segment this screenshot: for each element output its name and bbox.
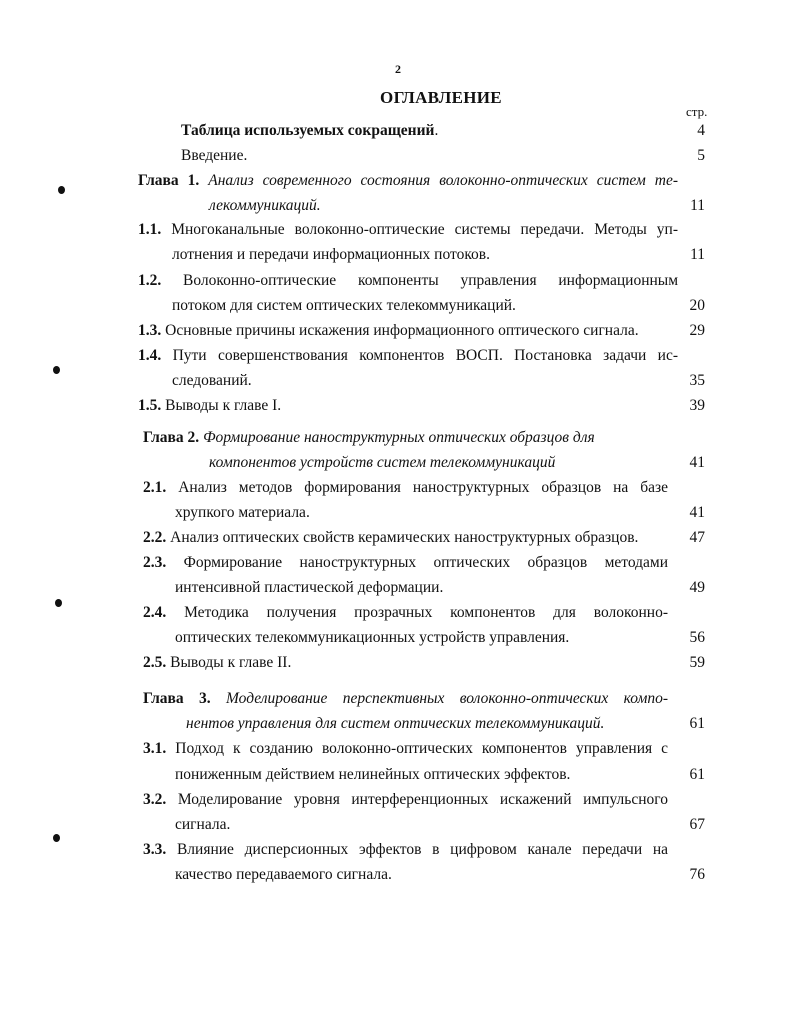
toc-number: Глава 2. [143, 429, 200, 446]
toc-label-line2: потоком для систем оптических телекоммуникаций. [172, 297, 516, 314]
page-title: ОГЛАВЛЕНИЕ [380, 88, 502, 107]
toc-number: 2.1. [143, 479, 167, 496]
toc-number: 3.2. [143, 791, 167, 808]
toc-label-line1: Моделирование перспективных волоконно-оптических компо- [225, 690, 669, 707]
toc-label-line1: Формирование наноструктурных оптических образцов для [203, 429, 595, 446]
toc-label-line2: пониженным действием нелинейных оптических эффектов. [175, 766, 571, 783]
toc-page: 29 [689, 322, 705, 339]
toc-page: 35 [689, 372, 705, 389]
toc-label-line1: Анализ методов формирования наноструктурных образцов на базе [178, 479, 668, 496]
toc-number: 2.3. [143, 554, 167, 571]
toc-label: Введение. [181, 147, 248, 164]
toc-number: Глава 3. [143, 690, 211, 707]
toc-number: 1.5. [138, 397, 162, 414]
page-number: 2 [395, 62, 401, 76]
toc-label-line1: Методика получения прозрачных компонентов для волоконно- [184, 604, 668, 621]
toc-label-line2: нентов управления для систем оптических телекоммуникаций. [186, 715, 605, 732]
toc-label-line1: Анализ современного состояния волоконно-оптических систем те- [208, 172, 678, 189]
toc-page: 56 [689, 629, 705, 646]
toc-label-line1: Подход к созданию волоконно-оптических компонентов управления с [175, 740, 669, 757]
toc-label: Таблица используемых сокращений [181, 122, 435, 139]
toc-label-line1: Влияние дисперсионных эффектов в цифровом канале передачи на [176, 841, 669, 858]
toc-page: 61 [689, 766, 705, 783]
toc-page: 49 [689, 579, 705, 596]
toc-label-line2: следований. [172, 372, 252, 389]
toc-label-line2: компонентов устройств систем телекоммуникаций [209, 454, 556, 471]
toc-label-line1: Многоканальные волоконно-оптические системы передачи. Методы уп- [171, 221, 679, 238]
toc-label-line2: сигнала. [175, 816, 231, 833]
toc-page: 11 [690, 246, 705, 263]
toc-label-line2: качество передаваемого сигнала. [175, 866, 392, 883]
toc-page: 61 [689, 715, 705, 732]
toc-number: 2.5. [143, 654, 167, 671]
toc-label-line1: Выводы к главе I. [165, 397, 282, 414]
toc-label-line2: оптических телекоммуникационных устройств управления. [175, 629, 570, 646]
toc-page: 4 [697, 122, 705, 139]
toc-number: 2.2. [143, 529, 167, 546]
toc-number: 3.1. [143, 740, 167, 757]
toc-label-line1: Формирование наноструктурных оптических образцов методами [183, 554, 668, 571]
toc-number: 2.4. [143, 604, 167, 621]
toc-number: 1.1. [138, 221, 162, 238]
toc-number: 1.3. [138, 322, 162, 339]
toc-label-line2: лекоммуникаций. [209, 197, 321, 214]
toc-label-line1: Пути совершенствования компонентов ВОСП. Постановка задачи ис- [172, 347, 679, 364]
toc-page: 41 [689, 504, 705, 521]
toc-number: 1.4. [138, 347, 162, 364]
punch-hole-mark-3 [55, 599, 62, 607]
toc-label-line1: Основные причины искажения информационного оптического сигнала. [165, 322, 639, 339]
toc-label-dot: . [434, 122, 439, 139]
pages-column-header: стр. [686, 104, 708, 119]
toc-label-line2: лотнения и передачи информационных потоков. [172, 246, 490, 263]
toc-page: 59 [689, 654, 705, 671]
punch-hole-mark-4 [53, 834, 60, 842]
toc-number: Глава 1. [138, 172, 200, 189]
toc-page: 67 [689, 816, 705, 833]
toc-label-line1: Волоконно-оптические компоненты управления информационным [183, 272, 679, 289]
toc-page: 39 [689, 397, 705, 414]
toc-page: 11 [690, 197, 705, 214]
toc-page: 47 [689, 529, 705, 546]
punch-hole-mark-1 [58, 186, 65, 194]
toc-page: 5 [697, 147, 705, 164]
toc-label-line1: Моделирование уровня интерференционных искажений импульсного [177, 791, 668, 808]
toc-label-line1: Выводы к главе II. [170, 654, 292, 671]
toc-label-line1: Анализ оптических свойств керамических наноструктурных образцов. [170, 529, 639, 546]
toc-page: 41 [689, 454, 705, 471]
toc-label-line2: интенсивной пластической деформации. [175, 579, 444, 596]
punch-hole-mark-2 [53, 366, 60, 374]
toc-label-line2: хрупкого материала. [175, 504, 310, 521]
toc-number: 1.2. [138, 272, 162, 289]
toc-page: 20 [689, 297, 705, 314]
toc-page: 76 [689, 866, 705, 883]
toc-number: 3.3. [143, 841, 167, 858]
